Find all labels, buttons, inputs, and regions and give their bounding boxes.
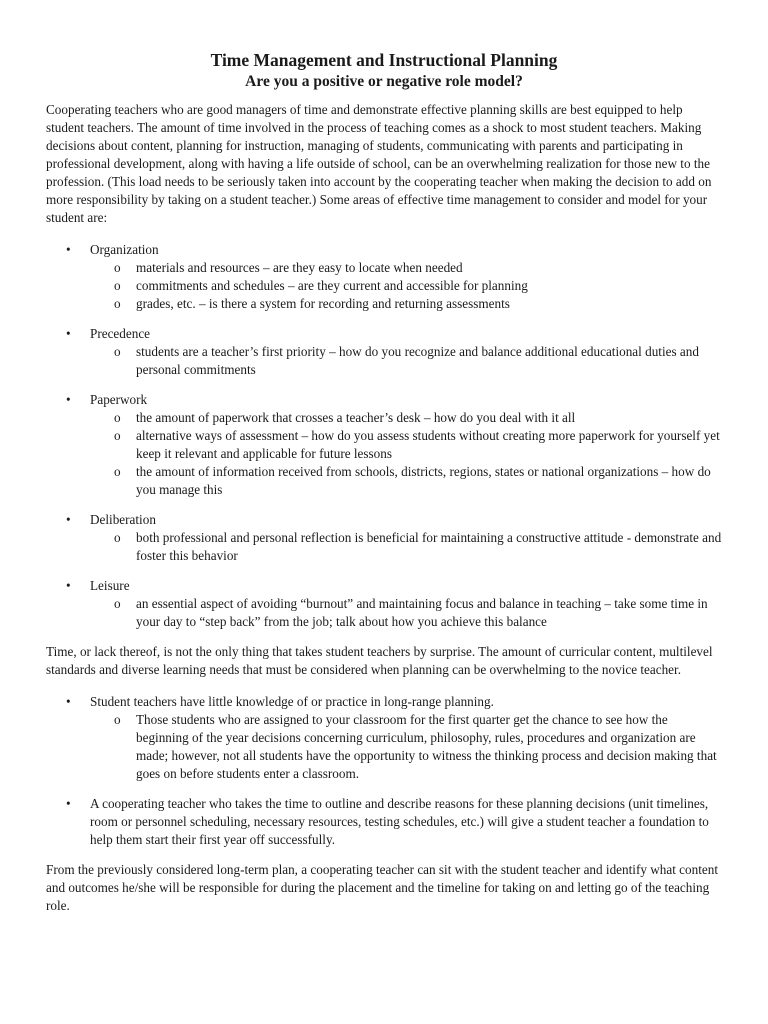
time-management-areas-list	[46, 241, 722, 631]
intro-paragraph: Cooperating teachers who are good managers of time and demonstrate effective planning skills are best equipped to help student teachers. The amount of time involved in the process of teaching comes as a shock to most student teachers. Making decisions about content, planning for instruction, managing of students, communicating with parents and participating in professional development, along with having a life outside of school, can be an overwhelming realization for those new to the profession. (This load needs to be seriously taken into account by the cooperating teacher when making the decision to add on more responsibility by taking on a student teacher.) Some areas of effective time management to consider and model for your student are:	[46, 102, 712, 225]
list-item	[46, 795, 722, 849]
bullet-marker: •	[66, 694, 71, 709]
list-item-label: Organization	[90, 242, 159, 257]
sub-list-item	[90, 529, 722, 565]
sub-list-item	[90, 463, 722, 499]
sub-list	[90, 409, 722, 499]
list-item	[46, 577, 722, 631]
sub-bullet-marker: o	[114, 596, 121, 611]
sub-list-item-text: an essential aspect of avoiding “burnout” and maintaining focus and balance in teaching – take some time in your day to “step back” from the job; talk about how you achieve this balance	[136, 596, 708, 629]
sub-list-item	[90, 277, 722, 295]
sub-bullet-marker: o	[114, 712, 121, 727]
sub-list-item-text: students are a teacher’s first priority – how do you recognize and balance additional educational duties and personal commitments	[136, 344, 699, 377]
sub-list-item	[90, 295, 722, 313]
list-item-label: Student teachers have little knowledge of or practice in long-range planning.	[90, 694, 494, 709]
sub-list	[90, 595, 722, 631]
sub-list-item-text: the amount of paperwork that crosses a teacher’s desk – how do you deal with it all	[136, 410, 576, 425]
sub-list-item	[90, 427, 722, 463]
bullet-marker: •	[66, 796, 71, 811]
list-item	[46, 511, 722, 565]
planning-points-list	[46, 693, 722, 849]
sub-list-item-text: both professional and personal reflection is beneficial for maintaining a constructive attitude - demonstrate and foster this behavior	[136, 530, 722, 563]
list-item	[46, 325, 722, 379]
list-item-label: Precedence	[90, 326, 151, 341]
sub-list	[90, 711, 722, 783]
closing-paragraph: From the previously considered long-term plan, a cooperating teacher can sit with the student teacher and identify what content and outcomes he/she will be responsible for during the placement and the timeline for taking on and letting go of the teaching role.	[46, 862, 718, 913]
list-item-label: Leisure	[90, 578, 130, 593]
list-item	[46, 693, 722, 783]
sub-bullet-marker: o	[114, 278, 121, 293]
document-page	[46, 50, 722, 929]
list-item-label: Deliberation	[90, 512, 156, 527]
bullet-marker: •	[66, 242, 71, 257]
list-item-label: Paperwork	[90, 392, 148, 407]
sub-list-item-text: materials and resources – are they easy to locate when needed	[136, 260, 463, 275]
sub-bullet-marker: o	[114, 296, 121, 311]
list-item	[46, 241, 722, 313]
sub-list	[90, 343, 722, 379]
sub-list-item-text: commitments and schedules – are they current and accessible for planning	[136, 278, 528, 293]
list-item-label: A cooperating teacher who takes the time to outline and describe reasons for these planning decisions (unit timelines, room or personnel scheduling, necessary resources, testing schedules, etc.) will give a student teacher a foundation to help them start their first year off successfully.	[90, 796, 709, 847]
sub-list-item-text: grades, etc. – is there a system for recording and returning assessments	[136, 296, 510, 311]
planning-intro-paragraph: Time, or lack thereof, is not the only thing that takes student teachers by surprise. The amount of curricular content, multilevel standards and diverse learning needs that must be considered when planning can be overwhelming to the novice teacher.	[46, 644, 713, 677]
sub-list	[90, 259, 722, 313]
sub-list-item	[90, 259, 722, 277]
list-item	[46, 391, 722, 499]
bullet-marker: •	[66, 578, 71, 593]
sub-list-item-text: Those students who are assigned to your classroom for the first quarter get the chance to see how the beginning of the year decisions concerning curriculum, philosophy, rules, procedures and organization are made; however, not all students have the opportunity to witness the thinking process and decision making that goes on before students enter a classroom.	[136, 712, 717, 781]
bullet-marker: •	[66, 512, 71, 527]
sub-list-item-text: alternative ways of assessment – how do you assess students without creating more paperwork for yourself yet keep it relevant and applicable for future lessons	[136, 428, 720, 461]
sub-bullet-marker: o	[114, 464, 121, 479]
sub-list-item	[90, 409, 722, 427]
bullet-marker: •	[66, 326, 71, 341]
sub-bullet-marker: o	[114, 260, 121, 275]
sub-list-item	[90, 711, 722, 783]
sub-list-item	[90, 595, 722, 631]
document-title: Time Management and Instructional Planning	[210, 50, 558, 70]
sub-list-item	[90, 343, 722, 379]
document-subtitle: Are you a positive or negative role model?	[245, 73, 523, 90]
sub-list-item-text: the amount of information received from schools, districts, regions, states or national organizations – how do you manage this	[136, 464, 711, 497]
bullet-marker: •	[66, 392, 71, 407]
sub-bullet-marker: o	[114, 530, 121, 545]
sub-bullet-marker: o	[114, 344, 121, 359]
sub-list	[90, 529, 722, 565]
sub-bullet-marker: o	[114, 410, 121, 425]
sub-bullet-marker: o	[114, 428, 121, 443]
